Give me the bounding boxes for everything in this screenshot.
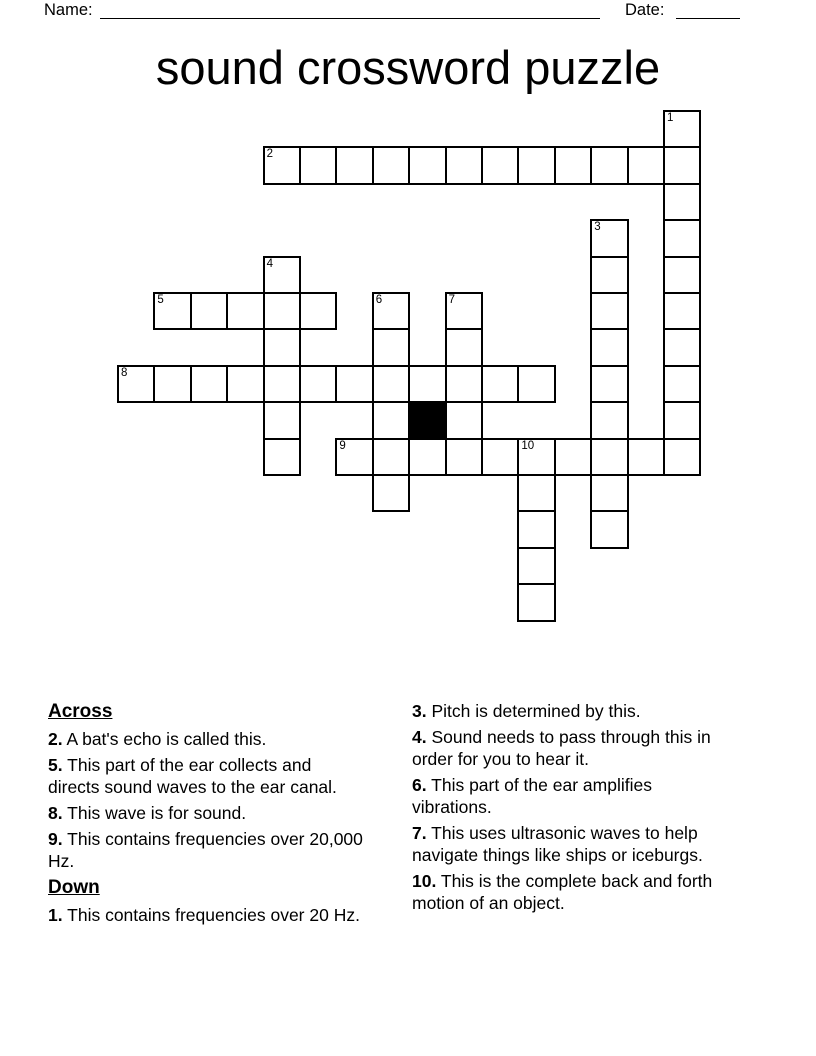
cell-number: 2 bbox=[266, 148, 273, 161]
crossword-cell[interactable] bbox=[372, 146, 410, 184]
date-blank-line[interactable] bbox=[676, 1, 740, 19]
crossword-cell[interactable] bbox=[663, 219, 701, 257]
crossword-cell[interactable] bbox=[663, 146, 701, 184]
cell-number: 3 bbox=[594, 221, 601, 234]
crossword-cell[interactable] bbox=[590, 510, 628, 548]
crossword-cell[interactable] bbox=[445, 328, 483, 366]
cell-number: 6 bbox=[375, 294, 383, 306]
crossword-cell[interactable] bbox=[517, 146, 555, 184]
crossword-cell[interactable] bbox=[372, 438, 410, 476]
page-title: sound crossword puzzle bbox=[155, 41, 661, 94]
clue-text: This contains frequencies over 20 Hz. bbox=[67, 905, 360, 925]
crossword-cell[interactable] bbox=[590, 438, 628, 476]
crossword-cell[interactable] bbox=[263, 365, 301, 403]
crossword-cell[interactable] bbox=[445, 146, 483, 184]
clue-text: This is the complete back and forth motion of an object. bbox=[412, 871, 713, 913]
crossword-cell[interactable] bbox=[663, 256, 701, 294]
crossword-cell[interactable] bbox=[263, 328, 301, 366]
cell-number: 5 bbox=[157, 294, 164, 306]
clue-text: This contains frequencies over 20,000 Hz. bbox=[48, 829, 363, 871]
crossword-cell[interactable] bbox=[372, 401, 410, 439]
crossword-cell[interactable] bbox=[627, 438, 665, 476]
crossword-cell[interactable] bbox=[663, 365, 701, 403]
crossword-cell[interactable] bbox=[663, 328, 701, 366]
clue-text: This part of the ear amplifies vibrations. bbox=[412, 775, 652, 817]
crossword-cell[interactable] bbox=[263, 292, 301, 330]
crossword-cell[interactable] bbox=[590, 292, 628, 330]
clue-down-10 bbox=[412, 870, 716, 914]
crossword-cell[interactable] bbox=[517, 583, 555, 621]
crossword-cell[interactable] bbox=[372, 474, 410, 512]
clue-number: 2. bbox=[48, 729, 63, 749]
clue-number: 3. bbox=[412, 701, 427, 721]
crossword-cell[interactable] bbox=[590, 474, 628, 512]
clue-across-8 bbox=[48, 802, 364, 824]
crossword-cell[interactable] bbox=[263, 401, 301, 439]
crossword-cell[interactable] bbox=[517, 474, 555, 512]
clue-text: Pitch is determined by this. bbox=[431, 701, 641, 721]
crossword-cell[interactable] bbox=[335, 438, 373, 476]
cell-number: 4 bbox=[266, 257, 273, 270]
clue-text: This part of the ear collects and directs sound waves to the ear canal. bbox=[48, 755, 337, 797]
crossword-cell[interactable] bbox=[117, 365, 155, 403]
crossword-cell[interactable] bbox=[408, 438, 446, 476]
crossword-cell[interactable] bbox=[663, 292, 701, 330]
crossword-cell[interactable] bbox=[481, 365, 519, 403]
clue-across-2 bbox=[48, 728, 364, 750]
crossword-cell[interactable] bbox=[408, 365, 446, 403]
crossword-cell[interactable] bbox=[590, 146, 628, 184]
crossword-cell[interactable] bbox=[226, 365, 264, 403]
crossword-cell[interactable] bbox=[226, 292, 264, 330]
crossword-black-cell bbox=[408, 401, 446, 439]
crossword-cell[interactable] bbox=[372, 365, 410, 403]
clues-right-column bbox=[412, 700, 716, 918]
name-label: Name: bbox=[44, 1, 93, 19]
clue-text: Sound needs to pass through this in order for you to hear it. bbox=[412, 727, 711, 769]
crossword-cell[interactable] bbox=[335, 146, 373, 184]
crossword-cell[interactable] bbox=[590, 219, 628, 257]
clue-text: This uses ultrasonic waves to help navigate things like ships or iceburgs. bbox=[412, 823, 703, 865]
crossword-cell[interactable] bbox=[263, 146, 301, 184]
crossword-cell[interactable] bbox=[372, 328, 410, 366]
clue-number: 7. bbox=[412, 823, 427, 843]
crossword-cell[interactable] bbox=[372, 292, 410, 330]
crossword-cell[interactable] bbox=[445, 401, 483, 439]
crossword-cell[interactable] bbox=[481, 146, 519, 184]
clues-left-column bbox=[48, 700, 364, 930]
clue-down-1 bbox=[48, 904, 364, 926]
name-blank-line[interactable] bbox=[100, 1, 600, 19]
cell-number: 9 bbox=[339, 439, 346, 452]
cell-number: 1 bbox=[667, 112, 674, 124]
cell-number: 10 bbox=[521, 439, 535, 452]
crossword-cell[interactable] bbox=[554, 146, 592, 184]
cell-number: 7 bbox=[448, 294, 455, 306]
crossword-cell[interactable] bbox=[445, 292, 483, 330]
clue-across-5 bbox=[48, 754, 364, 798]
crossword-cell[interactable] bbox=[590, 328, 628, 366]
crossword-cell[interactable] bbox=[590, 401, 628, 439]
crossword-cell[interactable] bbox=[663, 110, 701, 148]
clue-text: A bat's echo is called this. bbox=[66, 729, 267, 749]
crossword-cell[interactable] bbox=[663, 401, 701, 439]
crossword-cell[interactable] bbox=[627, 146, 665, 184]
crossword-cell[interactable] bbox=[299, 146, 337, 184]
clue-down-3 bbox=[412, 700, 716, 722]
crossword-cell[interactable] bbox=[153, 292, 191, 330]
crossword-cell[interactable] bbox=[481, 438, 519, 476]
across-heading: Across bbox=[48, 701, 113, 722]
crossword-cell[interactable] bbox=[445, 438, 483, 476]
clue-number: 9. bbox=[48, 829, 63, 849]
crossword-cell[interactable] bbox=[190, 365, 228, 403]
clue-number: 1. bbox=[48, 905, 63, 925]
crossword-cell[interactable] bbox=[263, 438, 301, 476]
clue-number: 4. bbox=[412, 727, 427, 747]
crossword-cell[interactable] bbox=[590, 365, 628, 403]
down-heading: Down bbox=[48, 877, 100, 898]
crossword-cell[interactable] bbox=[663, 183, 701, 221]
crossword-cell[interactable] bbox=[554, 438, 592, 476]
crossword-cell[interactable] bbox=[335, 365, 373, 403]
clue-number: 6. bbox=[412, 775, 427, 795]
clue-down-7 bbox=[412, 822, 716, 866]
clue-down-6 bbox=[412, 774, 716, 818]
crossword-cell[interactable] bbox=[590, 256, 628, 294]
crossword-cell[interactable] bbox=[263, 256, 301, 294]
crossword-cell[interactable] bbox=[517, 547, 555, 585]
crossword-cell[interactable] bbox=[663, 438, 701, 476]
clue-number: 8. bbox=[48, 803, 63, 823]
clue-down-4 bbox=[412, 726, 716, 770]
crossword-cell[interactable] bbox=[517, 510, 555, 548]
crossword-cell[interactable] bbox=[153, 365, 191, 403]
clue-number: 10. bbox=[412, 871, 437, 891]
cell-number: 8 bbox=[121, 366, 128, 379]
crossword-cell[interactable] bbox=[517, 438, 555, 476]
clue-number: 5. bbox=[48, 755, 63, 775]
crossword-cell[interactable] bbox=[190, 292, 228, 330]
clue-text: This wave is for sound. bbox=[67, 803, 247, 823]
crossword-cell[interactable] bbox=[517, 365, 555, 403]
crossword-cell[interactable] bbox=[408, 146, 446, 184]
crossword-cell[interactable] bbox=[299, 365, 337, 403]
crossword-cell[interactable] bbox=[445, 365, 483, 403]
crossword-cell[interactable] bbox=[299, 292, 337, 330]
clue-across-9 bbox=[48, 828, 364, 872]
date-label: Date: bbox=[625, 1, 665, 19]
